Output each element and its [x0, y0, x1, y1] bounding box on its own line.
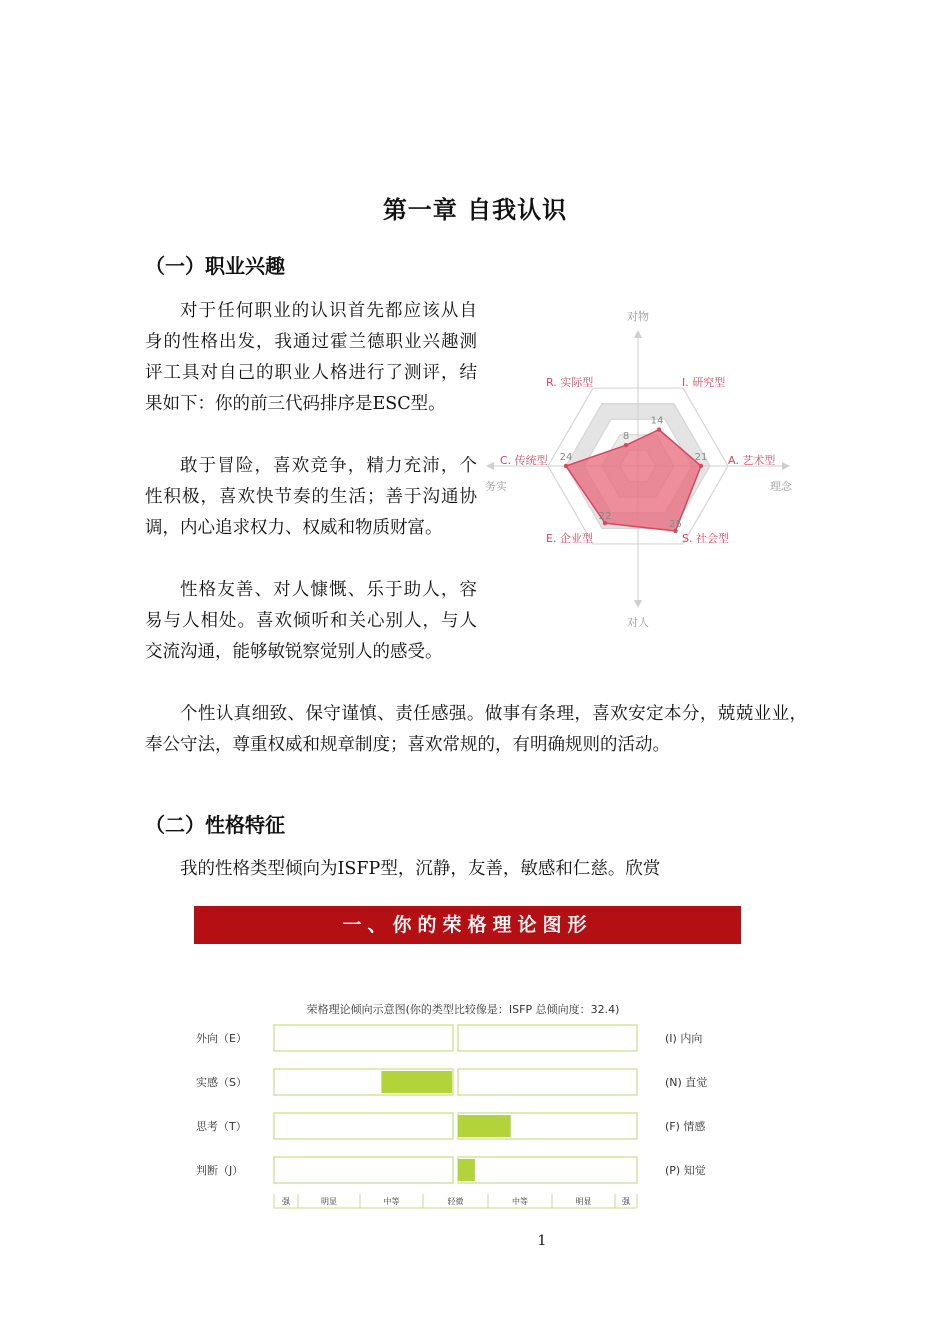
paragraph-type-e: 敢于冒险，喜欢竞争，精力充沛，个性积极，喜欢快节奏的生活；善于沟通协调，内心追求权力、权威和物质财富。: [145, 456, 477, 538]
radar-axis-label-top: 对物: [627, 310, 649, 323]
jung-row-right-box: [458, 1069, 637, 1095]
jung-scale-label: 中等: [383, 1197, 400, 1206]
jung-chart-title: 荣格理论倾向示意图(你的类型比较像是：ISFP 总倾向度：32.4): [306, 1003, 620, 1016]
jung-scale: [274, 1194, 637, 1208]
jung-row-left-label: 实感（S）: [196, 1076, 247, 1089]
jung-scale-label: 强: [282, 1197, 290, 1206]
radar-axis-label-bottom: 对人: [627, 616, 649, 629]
radar-value-label: 22: [598, 511, 612, 523]
jung-tendency-chart: [190, 995, 750, 1215]
jung-row-right-label: (F) 情感: [665, 1120, 706, 1133]
jung-row: [196, 1157, 706, 1183]
jung-row-left-label: 思考（T）: [196, 1120, 247, 1133]
paragraph-type-c: 个性认真细致、保守谨慎、责任感强。做事有条理，喜欢安定本分，兢兢业业，奉公守法，尊重权威和规章制度；喜欢常规的，有明确规则的活动。: [145, 704, 807, 755]
radar-point: [699, 464, 703, 468]
jung-row-right-box: [458, 1157, 637, 1183]
radar-value-label: 14: [650, 415, 664, 427]
jung-row-left-box: [274, 1157, 453, 1183]
radar-category-label: S. 社会型: [682, 532, 729, 545]
jung-bar: [381, 1071, 452, 1093]
radar-point: [564, 464, 568, 468]
radar-value-label: 8: [622, 431, 630, 443]
radar-axis-arrow-left: [486, 462, 494, 470]
jung-row: [196, 1025, 702, 1051]
radar-value-label: 21: [694, 452, 708, 463]
radar-point: [624, 443, 628, 447]
paragraph-personality-intro: 我的性格类型倾向为ISFP型，沉静，友善，敏感和仁慈。欣赏: [180, 859, 661, 879]
radar-axis-arrow-up: [634, 330, 642, 338]
holland-radar-chart: [480, 300, 810, 640]
jung-scale-label: 轻微: [447, 1197, 464, 1206]
jung-row-left-box: [274, 1025, 453, 1051]
jung-row: [196, 1113, 705, 1139]
radar-axis-arrow-right: [782, 462, 790, 470]
radar-category-label: E. 企业型: [546, 532, 593, 545]
jung-row-left-label: 外向（E）: [196, 1032, 247, 1045]
jung-banner: 一、你的荣格理论图形: [194, 906, 741, 944]
jung-bar: [458, 1115, 511, 1137]
radar-category-label: C. 传统型: [500, 454, 548, 467]
radar-point: [657, 427, 661, 431]
jung-row-right-label: (P) 知觉: [665, 1164, 706, 1177]
jung-scale-label: 明显: [575, 1197, 592, 1206]
paragraph-type-s: 性格友善、对人慷慨、乐于助人，容易与人相处。喜欢倾听和关心别人，与人交流沟通，能够敏锐察觉别人的感受。: [145, 580, 477, 662]
jung-scale-label: 强: [622, 1197, 630, 1206]
paragraph-interest-intro: 对于任何职业的认识首先都应该从自身的性格出发，我通过霍兰德职业兴趣测评工具对自己的职业人格进行了测评，结果如下：你的前三代码排序是ESC型。: [145, 301, 477, 414]
radar-category-label: R. 实际型: [546, 376, 594, 389]
radar-category-label: A. 艺术型: [728, 454, 776, 467]
chapter-title: 第一章 自我认识: [382, 196, 568, 224]
jung-rows: [196, 1025, 707, 1183]
jung-row: [196, 1069, 707, 1095]
jung-row-left-label: 判断（J）: [196, 1164, 244, 1177]
jung-row-right-label: (I) 内向: [665, 1032, 703, 1045]
jung-row-right-box: [458, 1025, 637, 1051]
radar-axis-label-left: 务实: [485, 480, 507, 493]
jung-scale-label: 明显: [321, 1197, 337, 1206]
radar-axis-label-right: 理念: [770, 480, 792, 493]
jung-row-right-label: (N) 直觉: [665, 1076, 708, 1089]
radar-value-label: 25: [669, 518, 682, 530]
section-heading-personality: （二）性格特征: [145, 813, 285, 837]
page-number: 1: [537, 1233, 547, 1249]
jung-bar: [458, 1159, 475, 1181]
jung-row-left-box: [274, 1113, 453, 1139]
section-heading-interest: （一）职业兴趣: [145, 254, 285, 278]
jung-scale-label: 中等: [512, 1197, 528, 1206]
radar-value-label: 24: [559, 452, 573, 463]
radar-category-label: I. 研究型: [682, 376, 726, 389]
radar-axis-arrow-down: [634, 600, 642, 608]
